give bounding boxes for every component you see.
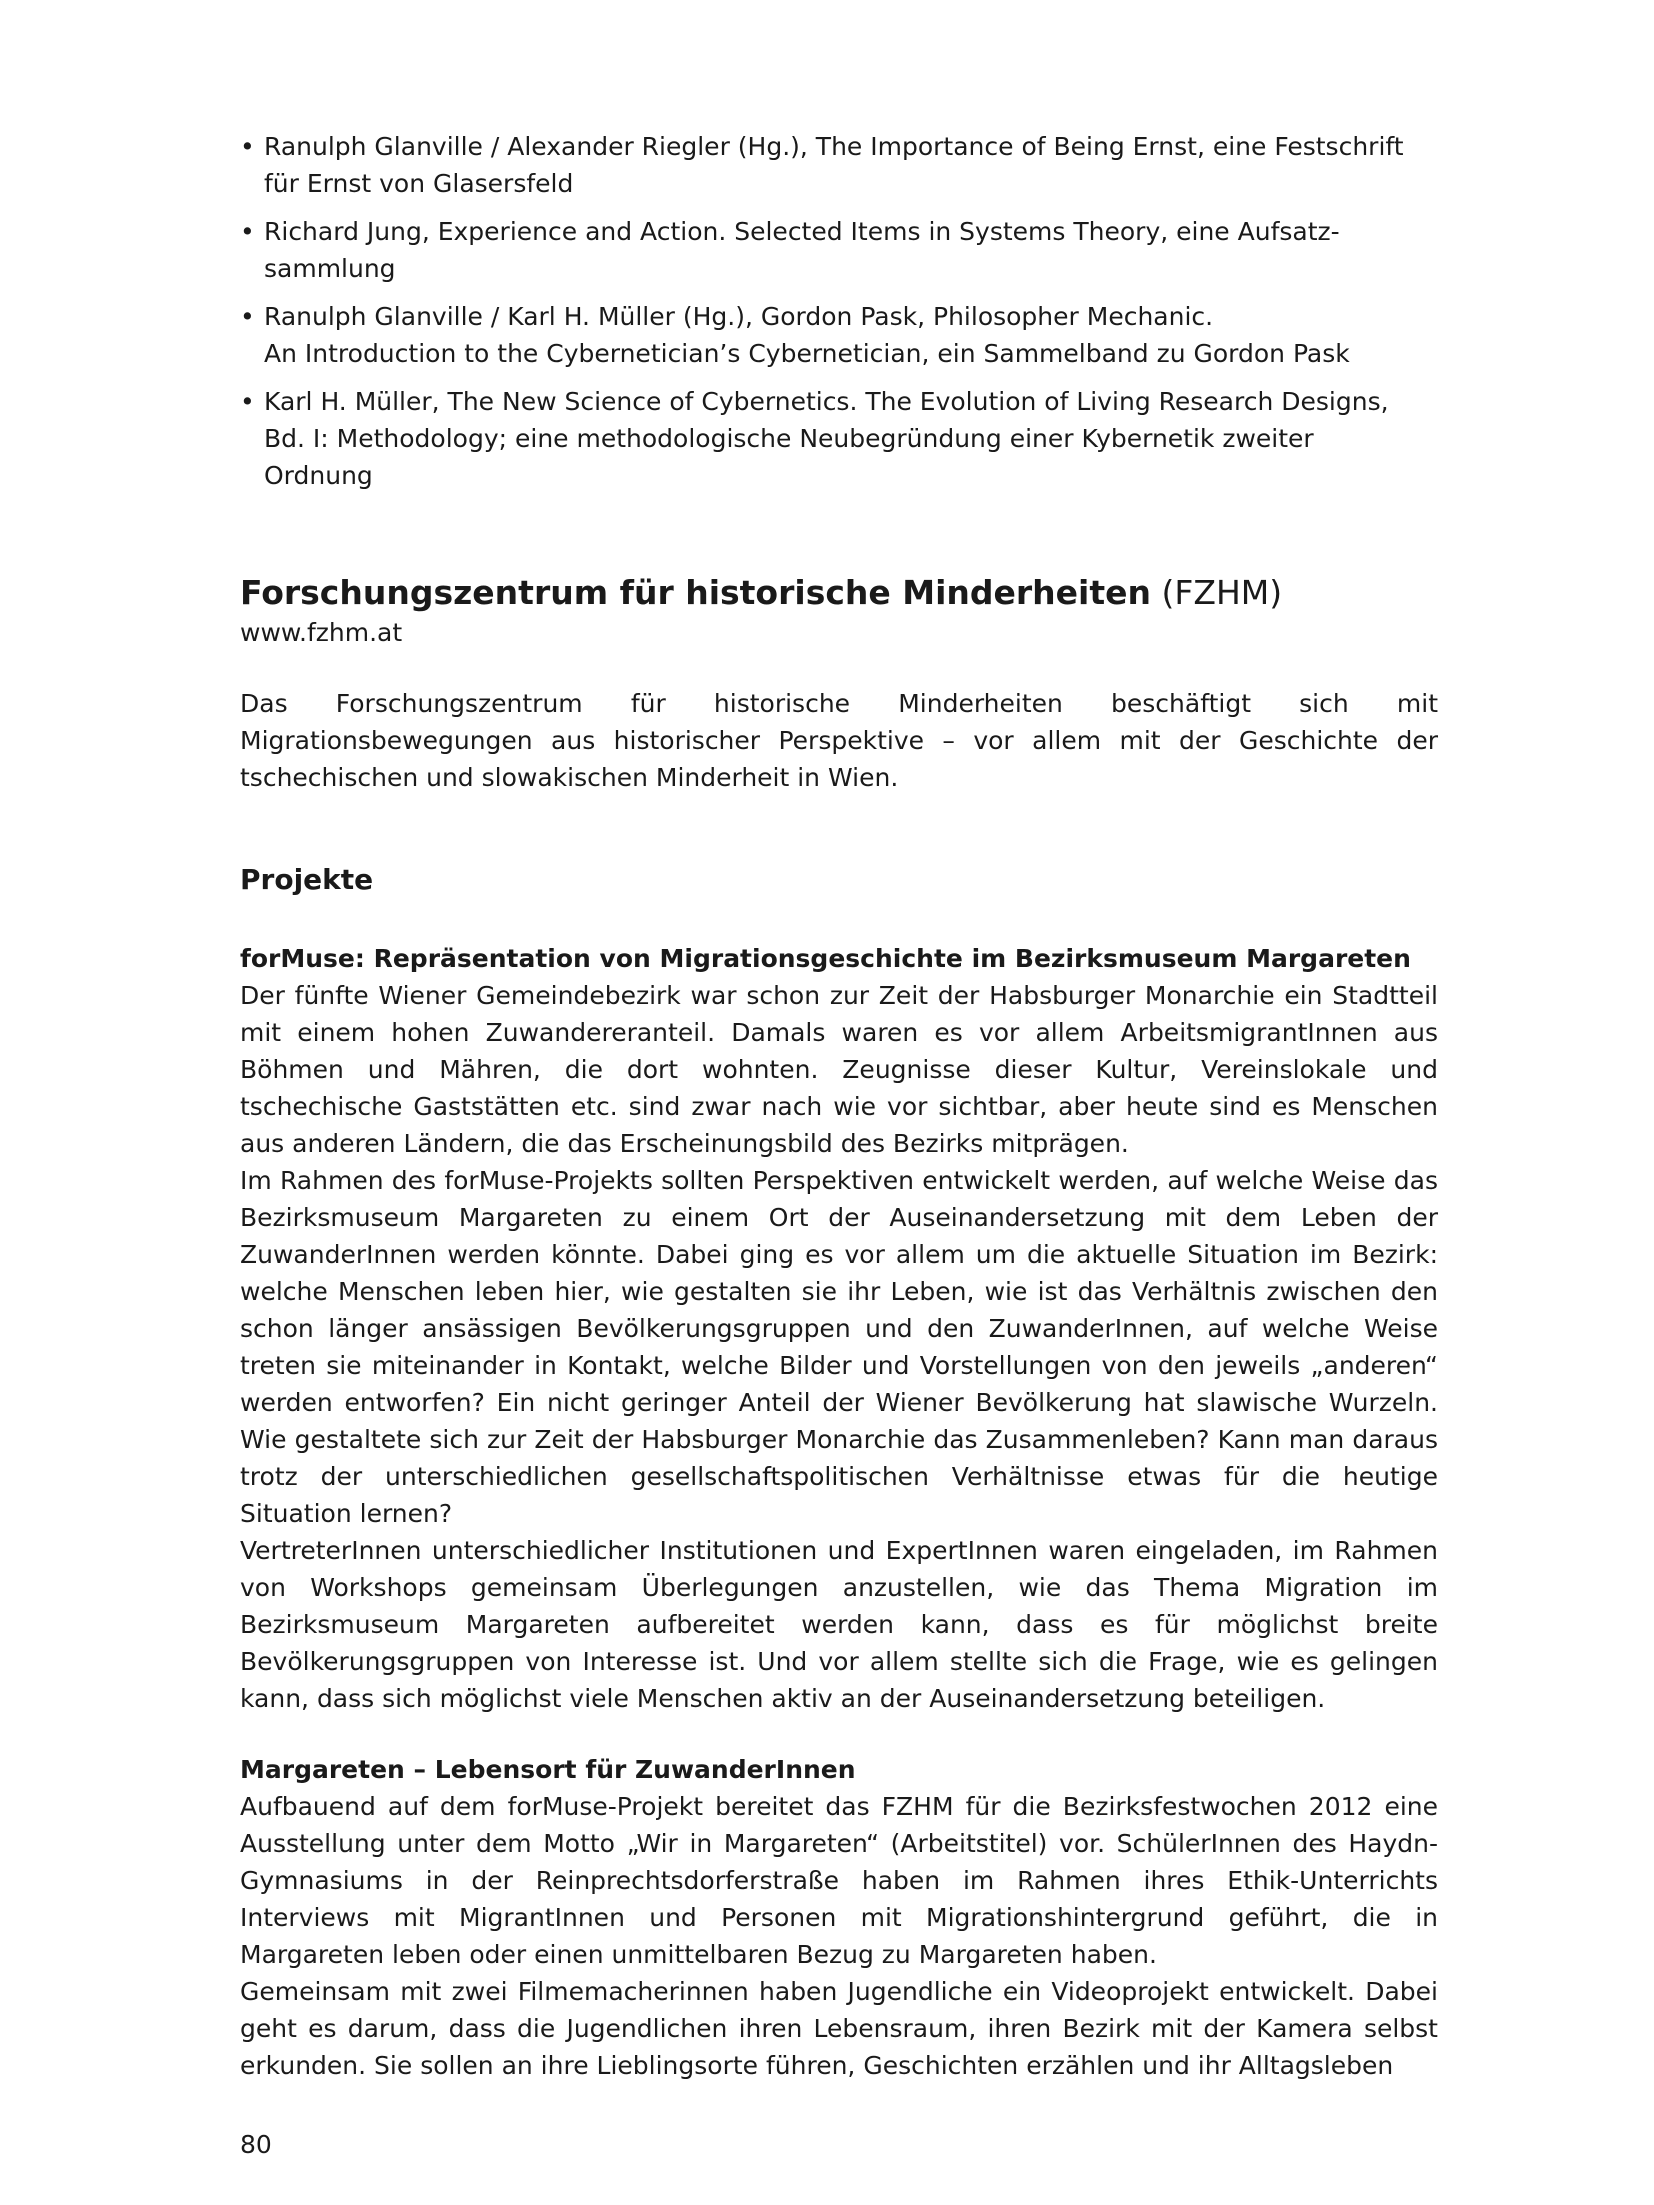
list-item: [240, 128, 1438, 202]
organization-name: Forschungszentrum für historische Minderheiten: [240, 573, 1152, 612]
page-content: [240, 128, 1438, 2084]
page-number: 80: [240, 2130, 272, 2159]
project-paragraph: Im Rahmen des forMuse-Projekts sollten Perspektiven entwickelt werden, auf welche Weise das Bezirksmuseum Margareten zu einem Ort der Auseinandersetzung mit dem Leben der ZuwanderInnen werden könnte. Dabei ging es vor allem um die aktuelle Situation im Bezirk: welche Menschen leben hier, wie gestalten sie ihr Leben, wie ist das Verhältnis zwischen den schon länger ansässigen Bevölkerungsgruppen und den ZuwanderInnen, auf welche Weise treten sie miteinander in Kontakt, welche Bilder und Vorstellungen von den jeweils „anderen“ werden entworfen? Ein nicht geringer Anteil der Wiener Bevölkerung hat slawische Wurzeln. Wie gestaltete sich zur Zeit der Habsburger Monarchie das Zusammenleben? Kann man daraus trotz der unterschiedlichen gesellschaftspolitischen Verhältnisse etwas für die heutige Situation lernen?: [240, 1166, 1438, 1528]
list-item: [240, 383, 1438, 494]
list-item-line: An Introduction to the Cybernetician’s Cybernetician, ein Sammelband zu Gordon Pask: [264, 339, 1350, 368]
list-item-line: Karl H. Müller, The New Science of Cybernetics. The Evolution of Living Research Designs,: [264, 387, 1389, 416]
organization-abbreviation: (FZHM): [1151, 573, 1283, 612]
list-item-line: sammlung: [264, 254, 396, 283]
list-item-line: Bd. I: Methodology; eine methodologische Neubegründung einer Kybernetik zweiter: [264, 424, 1314, 453]
list-item: [240, 213, 1438, 287]
list-item-line: für Ernst von Glasersfeld: [264, 169, 574, 198]
list-item-line: Ordnung: [264, 461, 373, 490]
publication-list: [240, 128, 1438, 494]
project-section: [240, 940, 1438, 1717]
list-item-line: Ranulph Glanville / Karl H. Müller (Hg.), Gordon Pask, Philosopher Mechanic.: [264, 302, 1214, 331]
list-item-line: Richard Jung, Experience and Action. Selected Items in Systems Theory, eine Aufsatz-: [264, 217, 1340, 246]
organization-title: [240, 572, 1438, 614]
list-item-line: Ranulph Glanville / Alexander Riegler (Hg.), The Importance of Being Ernst, eine Festschrift: [264, 132, 1404, 161]
project-paragraph: Der fünfte Wiener Gemeindebezirk war schon zur Zeit der Habsburger Monarchie ein Stadtteil mit einem hohen Zuwandereranteil. Damals waren es vor allem ArbeitsmigrantInnen aus Böhmen und Mähren, die dort wohnten. Zeugnisse dieser Kultur, Vereinslokale und tschechische Gaststätten etc. sind zwar nach wie vor sichtbar, aber heute sind es Menschen aus anderen Ländern, die das Erscheinungsbild des Bezirks mitprägen.: [240, 981, 1438, 1158]
project-paragraph: Aufbauend auf dem forMuse-Projekt bereitet das FZHM für die Bezirksfestwochen 2012 eine Ausstellung unter dem Motto „Wir in Margareten“ (Arbeitstitel) vor. SchülerInnen des Haydn-Gymnasiums in der Reinprechtsdorferstraße haben im Rahmen ihres Ethik-Unterrichts Interviews mit MigrantInnen und Personen mit Migrationshintergrund geführt, die in Margareten leben oder einen unmittelbaren Bezug zu Margareten haben.: [240, 1792, 1438, 1969]
project-section: [240, 1751, 1438, 2084]
bullet-icon: •: [240, 132, 255, 161]
list-item: [240, 298, 1438, 372]
bullet-icon: •: [240, 302, 255, 331]
project-title: forMuse: Repräsentation von Migrationsgeschichte im Bezirksmuseum Margareten: [240, 944, 1411, 973]
project-paragraph: Gemeinsam mit zwei Filmemacherinnen haben Jugendliche ein Videoprojekt entwickelt. Dabei geht es darum, dass die Jugendlichen ihren Lebensraum, ihren Bezirk mit der Kamera selbst erkunden. Sie sollen an ihre Lieblingsorte führen, Geschichten erzählen und ihr Alltagsleben: [240, 1977, 1438, 2080]
bullet-icon: •: [240, 387, 255, 416]
projects-heading: Projekte: [240, 863, 374, 896]
project-title: Margareten – Lebensort für ZuwanderInnen: [240, 1755, 856, 1784]
organization-intro: Das Forschungszentrum für historische Minderheiten beschäftigt sich mit Migrationsbewegungen aus historischer Perspektive – vor allem mit der Geschichte der tschechischen und slowakischen Minderheit in Wien.: [240, 689, 1438, 792]
bullet-icon: •: [240, 217, 255, 246]
project-paragraph: VertreterInnen unterschiedlicher Institutionen und ExpertInnen waren eingeladen, im Rahmen von Workshops gemeinsam Überlegungen anzustellen, wie das Thema Migration im Bezirksmuseum Margareten aufbereitet werden kann, dass es für möglichst breite Bevölkerungsgruppen von Interesse ist. Und vor allem stellte sich die Frage, wie es gelingen kann, dass sich möglichst viele Menschen aktiv an der Auseinandersetzung beteiligen.: [240, 1536, 1438, 1713]
organization-url: www.fzhm.at: [240, 618, 403, 647]
